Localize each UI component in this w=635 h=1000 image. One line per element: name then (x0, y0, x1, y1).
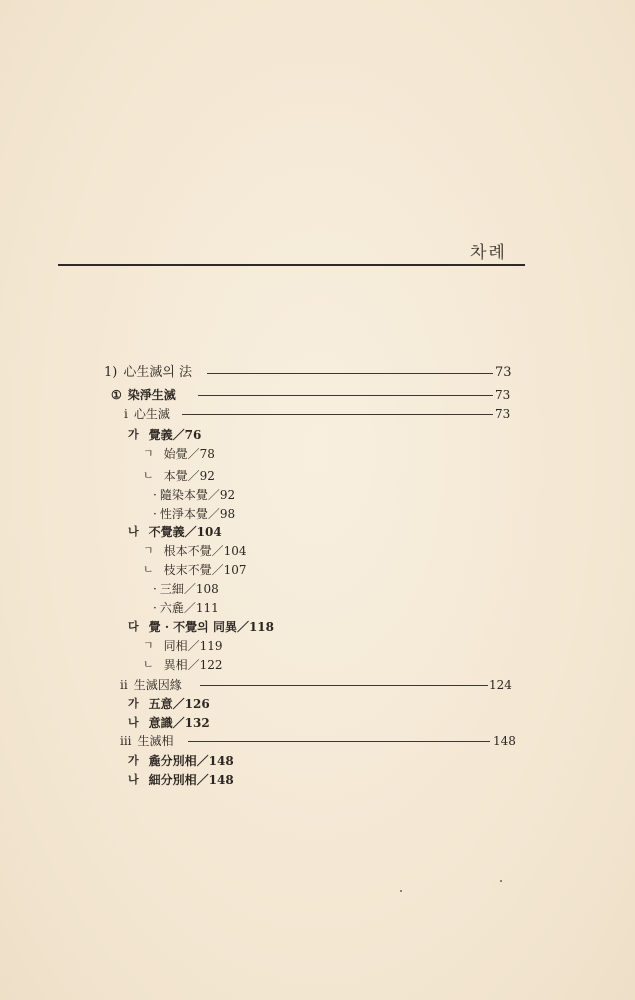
entry-marker: ㄱ (143, 447, 154, 460)
entry-marker: i (124, 407, 128, 421)
toc-entry[interactable] (128, 697, 210, 711)
entry-text: 染淨生滅 (127, 388, 176, 402)
entry-text: 五意／126 (148, 697, 210, 711)
entry-text: 心生滅의 法 (123, 365, 193, 380)
entry-marker: 가 (128, 428, 139, 441)
entry-text: 細分別相／148 (148, 773, 234, 787)
entry-text: 不覺義／104 (148, 525, 222, 539)
entry-text: 麁分別相／148 (148, 754, 234, 768)
toc-entry[interactable] (111, 388, 514, 402)
entry-marker: iii (120, 734, 132, 748)
paper-speck (500, 880, 502, 882)
entry-text: 同相／119 (163, 639, 223, 653)
toc-entry[interactable] (128, 525, 222, 539)
entry-text: 根本不覺／104 (163, 544, 247, 558)
toc-entry[interactable] (128, 620, 274, 634)
page-title: 차례 (470, 243, 507, 263)
title-rule (58, 264, 525, 266)
entry-text: 枝末不覺／107 (163, 563, 247, 577)
entry-text: 始覺／78 (163, 447, 215, 461)
entry-marker: ii (120, 678, 128, 692)
toc-entry[interactable] (153, 601, 219, 615)
toc-entry[interactable] (143, 447, 215, 461)
entry-text: 異相／122 (163, 658, 223, 672)
toc-entry[interactable] (143, 544, 247, 558)
entry-marker: 1) (104, 365, 118, 380)
toc-entry[interactable] (128, 754, 234, 768)
entry-marker: · (153, 582, 157, 596)
entry-text: 生滅相 (137, 734, 174, 748)
entry-text: 覺 · 不覺의 同異／118 (148, 620, 274, 634)
toc-entry[interactable] (143, 658, 223, 672)
toc-entry[interactable] (128, 773, 234, 787)
entry-marker: ㄱ (143, 639, 154, 652)
toc-entry[interactable] (143, 469, 215, 483)
entry-text: 覺義／76 (148, 428, 202, 442)
entry-marker: 나 (128, 716, 139, 729)
toc-entry[interactable] (153, 582, 219, 596)
entry-page: 73 (495, 407, 511, 421)
entry-text: 六麁／111 (159, 601, 219, 615)
entry-marker: ㄱ (143, 544, 154, 557)
entry-page: 124 (489, 678, 512, 692)
entry-page: 73 (495, 365, 512, 380)
entry-text: 心生滅 (133, 407, 170, 421)
entry-marker: · (153, 507, 157, 521)
entry-marker: ㄴ (143, 469, 154, 482)
toc-entry[interactable] (143, 563, 247, 577)
entry-marker: 나 (128, 773, 139, 786)
entry-text: 本覺／92 (163, 469, 215, 483)
leader-line (200, 685, 488, 686)
toc-entry[interactable] (120, 678, 515, 692)
entry-text: 意識／132 (148, 716, 210, 730)
entry-marker: 다 (128, 620, 139, 633)
leader-line (188, 741, 490, 742)
toc-entry[interactable] (128, 716, 210, 730)
entry-marker: 가 (128, 697, 139, 710)
toc-entry[interactable] (143, 639, 223, 653)
leader-line (182, 414, 493, 415)
toc-entry[interactable] (153, 507, 235, 521)
leader-line (207, 373, 493, 374)
entry-text: 三細／108 (159, 582, 219, 596)
toc-entry[interactable] (120, 734, 515, 748)
entry-marker: 가 (128, 754, 139, 767)
entry-text: 性淨本覺／98 (159, 507, 236, 521)
entry-marker: ① (111, 388, 122, 402)
entry-marker: · (153, 601, 157, 615)
toc-entry[interactable] (128, 428, 201, 442)
entry-marker: 나 (128, 525, 139, 538)
toc-entry[interactable] (153, 488, 235, 502)
entry-text: 生滅因緣 (133, 678, 182, 692)
entry-page: 148 (493, 734, 516, 748)
entry-marker: ㄴ (143, 658, 154, 671)
entry-page: 73 (495, 388, 511, 402)
entry-marker: · (153, 488, 157, 502)
entry-text: 隨染本覺／92 (159, 488, 236, 502)
leader-line (198, 395, 493, 396)
entry-marker: ㄴ (143, 563, 154, 576)
toc-entry[interactable] (104, 366, 514, 380)
paper-speck (400, 890, 402, 892)
toc-entry[interactable] (124, 407, 514, 421)
